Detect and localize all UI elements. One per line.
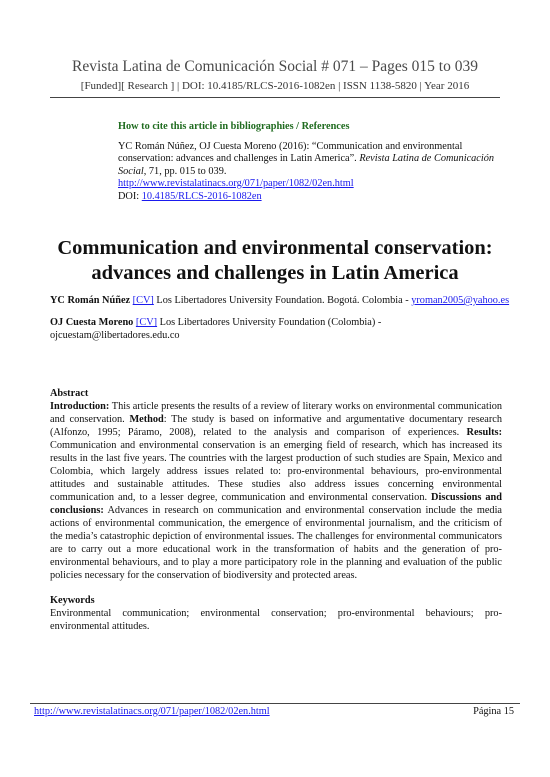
footer-url-link[interactable]: http://www.revistalatinacs.org/071/paper/1082/02en.html xyxy=(34,706,270,717)
footer-divider xyxy=(30,703,520,704)
author-entry xyxy=(50,316,510,342)
abstract-body xyxy=(50,400,502,582)
discussion-label: Discussions and conclusions: xyxy=(50,492,502,516)
citation-text xyxy=(118,141,508,179)
journal-subheader: [Funded][ Research ] | DOI: 10.4185/RLCS-2016-1082en | ISSN 1138-5820 | Year 2016 xyxy=(80,80,470,92)
author-affiliation: Los Libertadores University Foundation. Bogotá. Colombia - xyxy=(153,295,412,306)
intro-text: This article presents the results of a review of literary works on environmental communication and conservation. xyxy=(50,401,502,425)
citation-authors: YC Román Núñez, OJ Cuesta Moreno (2016): “Communication and environmental conservation: advances and challenges in Latin America”. xyxy=(118,140,463,164)
results-text: Communication and environmental conservation is an emerging field of research, which has increased its results in the last five years. The countries with the largest production of such studies are Spain, Mexico and Colombia, which largely address issues related to: pro-environmental behaviours, pro-environmental attitudes and sustainable attitudes. These studies also address issues concerning environmental communication and, to a lesser degree, communication and environmental conservation. xyxy=(50,440,502,503)
author-cv-link[interactable]: [CV] xyxy=(135,317,158,328)
intro-label: Introduction: xyxy=(50,401,110,412)
author-cv-link[interactable]: [CV] xyxy=(132,295,154,306)
method-label: Method xyxy=(129,414,164,425)
author-email-link[interactable]: yroman2005@yahoo.es xyxy=(411,295,510,306)
doi-link[interactable]: 10.4185/RLCS-2016-1082en xyxy=(141,190,262,202)
abstract-section xyxy=(50,387,502,633)
keywords-heading: Keywords xyxy=(50,595,95,606)
citation-block xyxy=(118,121,508,203)
discussion-text: Advances in research on communication and environmental conservation include the media actions of environmental communication, the emergence of environmental journalism, and the criticism of the media’s catastrophic depiction of environmental issues. The challenges for environmental communicators are to carry out a more educational work in the transformation of habits and the generation of pro-environmental behaviours, and to play a more participatory role in the planning and evaluation of the public policies necessary for the conservation of biodiversity and protected areas. xyxy=(50,505,502,581)
citation-pages: , 71, pp. 015 to 039. xyxy=(143,165,227,177)
page-number: Página 15 xyxy=(473,706,514,717)
header-divider xyxy=(50,97,500,98)
author-entry xyxy=(50,294,510,307)
article-title xyxy=(40,236,510,286)
citation-heading: How to cite this article in bibliographies / References xyxy=(118,121,350,132)
author-name: OJ Cuesta Moreno xyxy=(50,317,134,328)
keywords-text: Environmental communication; environmental conservation; pro-environmental behaviours; pro-environmental attitudes. xyxy=(50,608,502,632)
method-text: : The study is based on informative and argumentative documentary research (Alfonzo, 1995; Páramo, 2008), related to the analysis and comparison of experiences. xyxy=(50,414,502,438)
article-title-line-1: Communication and environmental conservation: xyxy=(57,237,493,259)
article-title-line-2: advances and challenges in Latin America xyxy=(91,262,459,284)
citation-journal: Revista Latina de Comunicación Social xyxy=(118,153,495,177)
citation-url-link[interactable]: http://www.revistalatinacs.org/071/paper/1082/02en.html xyxy=(118,178,354,189)
journal-header: Revista Latina de Comunicación Social # 071 – Pages 015 to 039 xyxy=(72,58,478,75)
abstract-heading: Abstract xyxy=(50,388,89,399)
authors-block xyxy=(50,294,510,351)
author-affiliation: Los Libertadores University Foundation (Colombia) - xyxy=(157,317,382,328)
doi-label: DOI: xyxy=(118,190,142,202)
results-label: Results: xyxy=(466,427,502,438)
author-email: ojcuestam@libertadores.edu.co xyxy=(50,330,180,341)
author-name: YC Román Núñez xyxy=(50,295,131,306)
